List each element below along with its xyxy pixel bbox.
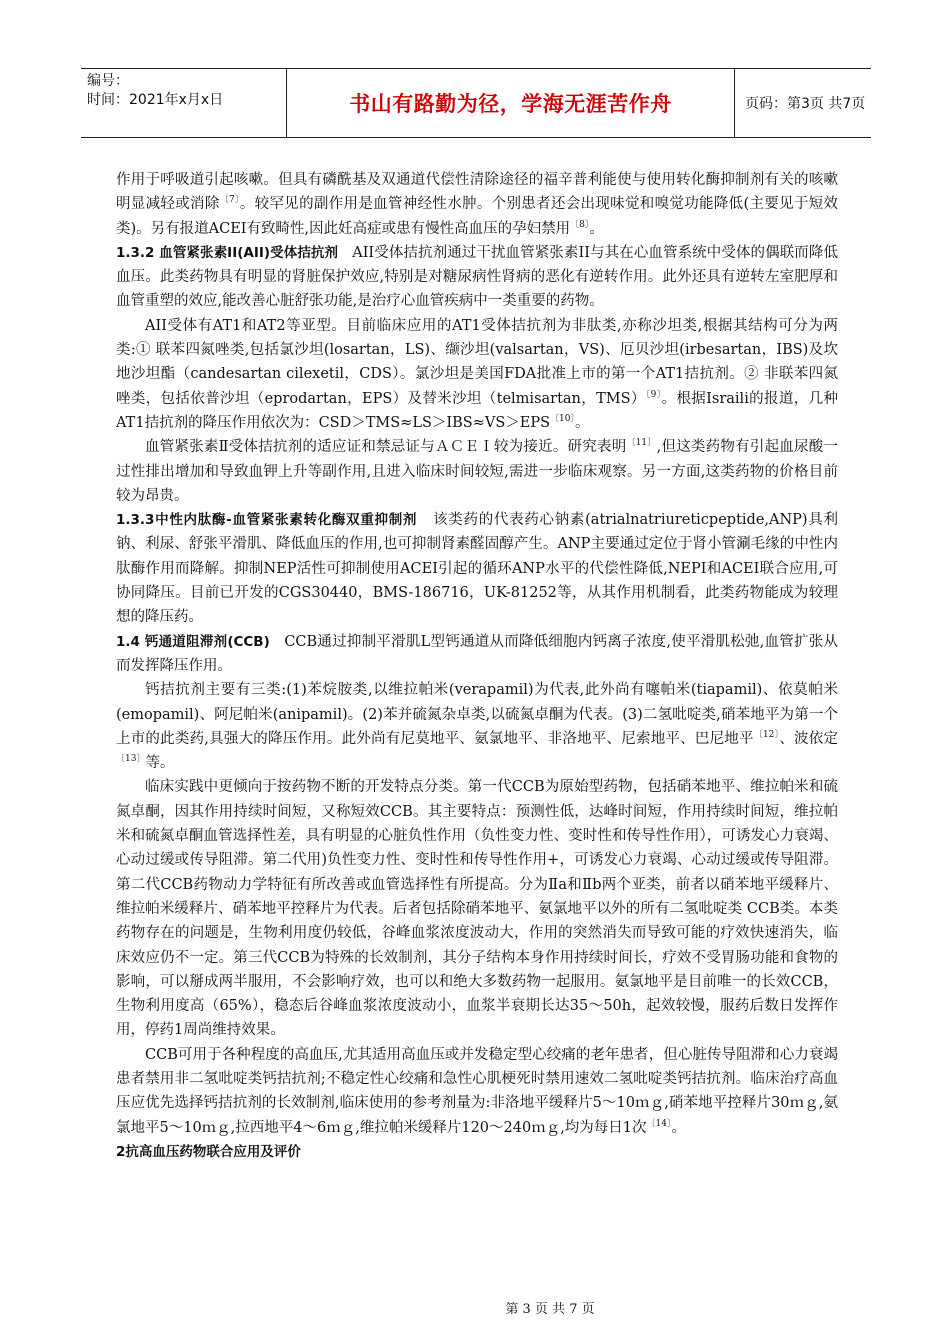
- body-paragraph: [116, 314, 838, 435]
- citation-ref: 〔9〕: [645, 389, 662, 400]
- header-page-info: [735, 69, 871, 137]
- document-body: [116, 168, 838, 1164]
- paragraph-text: AII受体拮抗剂通过干扰血管紧张素II与其在心血管系统中受体的偶联而降低血压。此类药物具有明显的肾脏保护效应,特别是对糖尿病性肾病的恶化有逆转作用。此外还具有逆转左室肥厚和血管重塑的效应,能改善心脏舒张功能,是治疗心血管疾病中一类重要的药物。: [116, 244, 838, 310]
- section-heading: 1.3.3中性内肽酶-血管紧张素转化酶双重抑制剂: [116, 512, 418, 529]
- paragraph-text: CCB通过抑制平滑肌L型钙通道从而降低细胞内钙离子浓度,使平滑肌松弛,血管扩张从而发挥降压作用。: [116, 633, 838, 674]
- header-meta: [81, 69, 287, 137]
- page-footer: [0, 1298, 950, 1317]
- footer-page-number: 第 3 页 共 7 页: [505, 1302, 595, 1317]
- motto: 书山有路勤为径，学海无涯苦作舟: [349, 92, 672, 116]
- doc-number: 编号：: [87, 73, 129, 89]
- paragraph-text: 临床实践中更倾向于按药物不断的开发特点分类。第一代CCB为原始型药物，包括硝苯地平、维拉帕米和硫氮卓酮，因其作用持续时间短，又称短效CCB。其主要特点：预测性低，达峰时间短，作用持续时间短，维拉帕米和硫氮卓酮血管选择性差，具有明显的心脏负性作用（负性变力性、变时性和传导性作用），可诱发心力衰竭、心动过缓或传导阻滞。第二代用)负性变力性、变时性和传导性作用+，可诱发心力衰竭、心动过缓或传导阻滞。第二代CCB药物动力学特征有所改善或血管选择性有所提高。分为Ⅱa和Ⅱb两个亚类，前者以硝苯地平缓释片、维拉帕米缓释片、硝苯地平控释片为代表。后者包括除硝苯地平、氨氯地平以外的所有二氢吡啶类 CCB类。本类药物存在的问题是，生物利用度仍较低，谷峰血浆浓度波动大，作用的突然消失而导致可能的疗效快速消失，临床效应仍不一定。第三代CCB为特殊的长效制剂，其分子结构本身作用持续时间长，疗效不受胃肠功能和食物的影响，可以掰成两半服用，不会影响疗效，也可以和绝大多数药物一起服用。氨氯地平是目前唯一的长效CCB，生物利用度高（65%），稳态后谷峰血浆浓度波动小，血浆半衰期长达35～50h，起效较慢，服药后数日发挥作用，停药1周尚维持效果。: [116, 779, 838, 1039]
- paragraph-text: 钙拮抗剂主要有三类:(1)苯烷胺类,以维拉帕米(verapamil)为代表,此外尚有噻帕米(tiapamil)、依莫帕米(emopamil)、阿尼帕米(anipamil)。(2)苯并硫氮杂卓类,以硫氮卓酮为代表。(3)二氢吡啶类,硝苯地平为第一个上市的此类药,具强大的降压作用。此外尚有尼莫地平、氨氯地平、非洛地平、尼索地平、巴尼地平$^{〔12〕}$、波依定$^{〔13〕}$等。: [116, 682, 838, 772]
- page-info: 页码：第3页 共7页: [745, 96, 866, 112]
- header-motto-cell: [287, 69, 735, 137]
- section-paragraph: [116, 241, 838, 314]
- citation-ref: 〔12〕: [753, 730, 780, 740]
- section-paragraph: [116, 508, 838, 629]
- section-heading: 1.4 钙通道阻滞剂(CCB): [116, 633, 270, 650]
- citation-ref: 〔11〕: [626, 438, 657, 449]
- citation-ref: 〔8〕: [570, 219, 590, 230]
- body-paragraph: [116, 435, 838, 508]
- section-heading: 1.3.2 血管紧张素II(AII)受体拮抗剂: [116, 244, 339, 261]
- paragraph-text: 作用于呼吸道引起咳嗽。但具有磷酰基及双通道代偿性清除途径的福辛普利能使与使用转化酶抑制剂有关的咳嗽明显减轻或消除$^{〔7〕}$。较罕见的副作用是血管神经性水肿。个别患者还会出现味觉和嗅觉功能降低(主要见于短效类)。另有报道ACEI有致畸性,因此妊高症或患有慢性高血压的孕妇禁用$^{〔8〕}$。: [116, 172, 839, 237]
- paragraph-text: CCB可用于各种程度的高血压,尤其适用高血压或并发稳定型心绞痛的老年患者，但心脏传导阻滞和心力衰竭患者禁用非二氢吡啶类钙拮抗剂;不稳定性心绞痛和急性心肌梗死时禁用速效二氢吡啶类钙拮抗剂。临床治疗高血压应优先选择钙拮抗剂的长效制剂,临床使用的参考剂量为:非洛地平缓释片5～10ｍｇ,硝苯地平控释片30ｍｇ,氨氯地平5～10ｍｇ,拉西地平4～6ｍｇ,维拉帕米缓释片120～240ｍｇ,均为每日1次$^{〔14〕}$。: [116, 1046, 838, 1136]
- body-paragraph: [116, 775, 838, 1042]
- paragraph-text: 该类药的代表药心钠素(atrialnatriureticpeptide,ANP)具利钠、利尿、舒张平滑肌、降低血压的作用,也可抑制肾素醛固醇产生。ANP主要通过定位于肾小管涮毛缘的中性内肽酶作用而降解。抑制NEP活性可抑制使用ACEI引起的循环ANP水平的代偿性降低,NEPI和ACEI联合应用,可协同降压。目前已开发的CGS30440，BMS-186716，UK-81252等，从其作用机制看，此类药物能成为较理想的降压药。: [116, 512, 839, 626]
- paragraph-text: 血管紧张素Ⅱ受体拮抗剂的适应证和禁忌证与ＡＣＥＩ较为接近。研究表明$^{〔11〕}$,但这类药物有引起血尿酸一过性排出增加和导致血钾上升等副作用,且进入临床时间较短,需进一步临床观察。另一方面,这类药物的价格目前较为昂贵。: [116, 438, 839, 504]
- body-paragraph: [116, 1043, 838, 1140]
- citation-ref: 〔7〕: [219, 195, 240, 206]
- paragraph-text: AII受体有AT1和AT2等亚型。目前临床应用的AT1受体拮抗剂为非肽类,亦称沙坦类,根据其结构可分为两类:① 联苯四氮唑类,包括氯沙坦(losartan，LS)、缬沙坦(valsartan，VS)、厄贝沙坦(irbesartan，IBS)及坎地沙坦酯（candesartan cilexetil，CDS）。氯沙坦是美国FDA批准上市的第一个AT1拮抗剂。② 非联苯四氮唑类，包括依普沙坦（eprodartan，EPS）及替米沙坦（telmisartan，TMS）$^{〔9〕}$。根据Israili的报道，几种AT1拮抗剂的降压作用依次为：CSD＞TMS≈LS＞IBS≈VS＞EPS$^{〔10〕}$。: [116, 317, 838, 431]
- citation-ref: 〔10〕: [550, 414, 575, 425]
- section-heading: 2抗高血压药物联合应用及评价: [116, 1143, 301, 1160]
- section-paragraph: [116, 630, 838, 679]
- section-paragraph: [116, 1140, 838, 1164]
- doc-date: 时间：2021年x月x日: [87, 92, 224, 108]
- body-paragraph: [116, 168, 838, 241]
- citation-ref: 〔14〕: [646, 1118, 672, 1129]
- page-header: [81, 68, 871, 138]
- citation-ref: 〔13〕: [116, 754, 146, 765]
- body-paragraph: [116, 678, 838, 775]
